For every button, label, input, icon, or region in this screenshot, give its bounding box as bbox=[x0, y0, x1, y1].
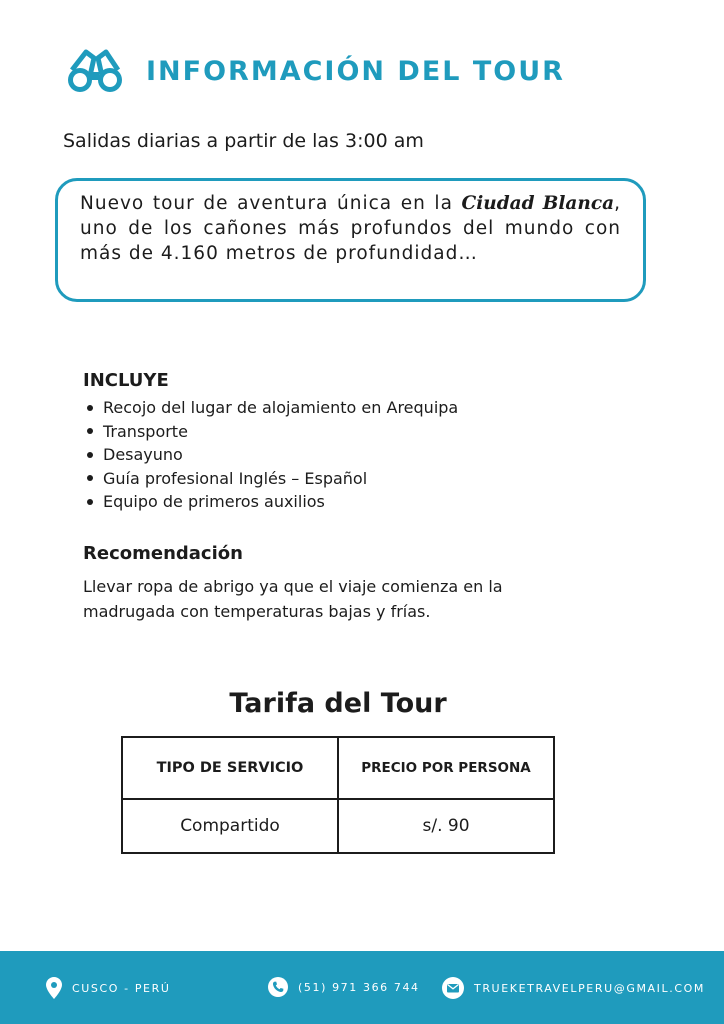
footer-email-text: TRUEKETRAVELPERU@GMAIL.COM bbox=[474, 981, 705, 995]
list-item bbox=[83, 396, 458, 420]
email-icon bbox=[442, 977, 464, 999]
bullet-icon bbox=[87, 499, 93, 505]
contact-footer bbox=[0, 951, 724, 1024]
rates-title: Tarifa del Tour bbox=[229, 688, 447, 719]
bullet-icon bbox=[87, 428, 93, 434]
footer-phone[interactable] bbox=[268, 977, 420, 997]
includes-title: INCLUYE bbox=[83, 370, 169, 391]
location-pin-icon bbox=[46, 977, 62, 999]
recommendation-text: Llevar ropa de abrigo ya que el viaje comienza en la madrugada con temperaturas bajas y frías. bbox=[83, 577, 503, 621]
footer-location-text: CUSCO - PERÚ bbox=[72, 981, 171, 995]
list-item bbox=[83, 443, 458, 467]
intro-text-end: , uno de los cañones más profundos del mundo con más de 4.160 metros de profundidad… bbox=[80, 193, 621, 264]
rates-table bbox=[121, 736, 555, 854]
list-item-label: Guía profesional Inglés – Español bbox=[103, 468, 368, 488]
list-item-label: Equipo de primeros auxilios bbox=[103, 492, 325, 511]
phone-icon bbox=[268, 977, 288, 997]
intro-text-start: Nuevo tour de aventura única en la bbox=[80, 193, 462, 214]
list-item-label: Transporte bbox=[103, 421, 188, 441]
cell-service: Compartido bbox=[122, 799, 338, 853]
table-header-row bbox=[122, 737, 554, 799]
list-item bbox=[83, 490, 458, 514]
bullet-icon bbox=[87, 452, 93, 458]
bullet-icon bbox=[87, 405, 93, 411]
page-header bbox=[64, 46, 565, 96]
includes-list bbox=[83, 396, 458, 514]
list-item-label: Desayuno bbox=[103, 445, 183, 464]
recommendation-title: Recomendación bbox=[83, 543, 243, 564]
list-item bbox=[83, 420, 458, 444]
column-header-price: PRECIO POR PERSONA bbox=[338, 737, 554, 799]
table-row bbox=[122, 799, 554, 853]
bullet-icon bbox=[87, 475, 93, 481]
footer-location bbox=[46, 977, 171, 999]
footer-phone-text: (51) 971 366 744 bbox=[298, 980, 420, 994]
footer-email[interactable] bbox=[442, 977, 705, 999]
tour-intro-box bbox=[55, 178, 646, 302]
page-title: INFORMACIÓN DEL TOUR bbox=[146, 55, 565, 87]
departure-schedule: Salidas diarias a partir de las 3:00 am bbox=[63, 130, 424, 152]
cell-price: s/. 90 bbox=[338, 799, 554, 853]
binoculars-icon bbox=[64, 46, 126, 96]
column-header-service: TIPO DE SERVICIO bbox=[122, 737, 338, 799]
list-item-label: Recojo del lugar de alojamiento en Arequipa bbox=[103, 398, 459, 417]
intro-city-name: Ciudad Blanca bbox=[461, 193, 615, 214]
list-item bbox=[83, 467, 458, 491]
